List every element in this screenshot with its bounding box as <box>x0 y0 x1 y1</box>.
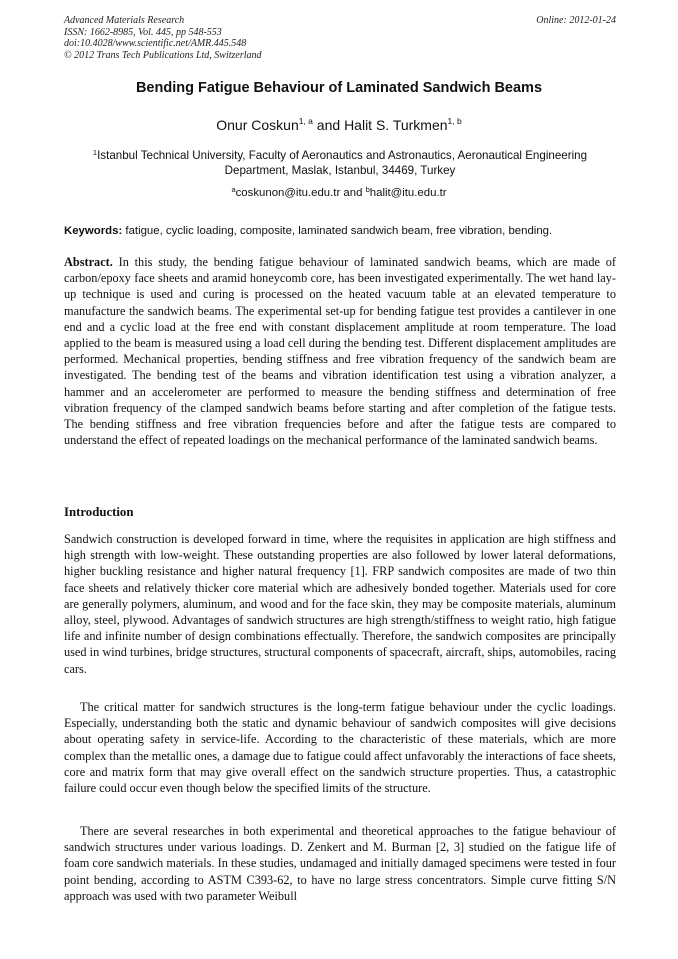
journal-name: Advanced Materials Research <box>64 15 185 26</box>
author-line <box>0 116 678 133</box>
body-paragraph: Sandwich construction is developed forward in time, where the requisites in application are high stiffness and high strength with low-weight. These outstanding properties are also followed by lower lateral deformations, higher buckling resistance and higher natural frequency [1]. FRP sandwich composites are made of two thin face sheets and relatively thicker core material which are adhesively bonded together. Materials used for core are generally polymers, aluminum, and wood and for the face skin, they may be composite materials, aluminum alloy, steel, plywood. Advantages of sandwich structures are high strength/stiffness to weight ratio, high fatigue life and infinite number of design combinations effectually. Therefore, the sandwich composites are principally used in wind turbines, bridge structures, structural components of spacecraft, aircraft, ships, automobiles, racing cars. <box>64 532 616 676</box>
abstract <box>64 254 616 448</box>
email-superscript: b <box>365 185 370 194</box>
author-name: Halit S. Turkmen <box>344 117 448 133</box>
email-link[interactable]: halit@itu.edu.tr <box>369 187 447 199</box>
affiliation-text: Istanbul Technical University, Faculty of Aeronautics and Astronautics, Aeronautical Engineering Department, Maslak, Istanbul, 34469, Turkey <box>97 149 588 177</box>
body-paragraph: The critical matter for sandwich structures is the long-term fatigue behaviour under the cyclic loadings. Especially, understanding both the static and dynamic behaviour of sandwich composites will give decisions about operating safety in service-life. According to the characteristic of these materials, which are more complex than the metallic ones, a damage due to fatigue could affect unfavorably the interactions of face sheets, core and matrix form that may give overall effect on the sandwich structure properties. Thus, a catastrophic failure could occur even though below the specified limits of the structure. <box>64 700 616 796</box>
doi-line: doi:10.4028/www.scientific.net/AMR.445.548 <box>64 38 247 49</box>
keywords-label: Keywords: <box>64 225 123 237</box>
section-heading: Introduction <box>64 505 134 519</box>
author-conjunction: and <box>312 117 345 133</box>
email-conjunction: and <box>340 187 366 199</box>
abstract-text: In this study, the bending fatigue behaviour of laminated sandwich beams, which are made of carbon/epoxy face sheets and aramid honeycomb core, has been investigated experimentally. The wet hand lay-up technique is used and curing is processed on the heated vacuum table at an elevated temperature to manufacture the sandwich beams. The experimental set-up for bending fatigue test provides a cantilever in one end and a cyclic load at the free end with constant displacement amplitude at room temperature. The load applied to the beam is measured using a load cell during the bending test. Different displacement amplitudes are performed. Mechanical properties, bending stiffness and free vibration frequency of the sandwich beam are investigated. The bending test of the beams and vibration identification test using a vibration analyzer, a hammer and an accelerometer are performed to measure the bending stiffness and determination of free vibration frequency of the clamped sandwich beams before starting and after completion of the fatigue tests. The bending stiffness and free vibration frequencies before and after the fatigue tests are compared to understand the effect of repeated loadings on the mechanical performance of the laminated sandwich beams. <box>64 255 616 448</box>
abstract-label: Abstract. <box>64 255 113 269</box>
author-superscript: 1, a <box>298 116 313 126</box>
author-name: Onur Coskun <box>216 117 299 133</box>
body-paragraph: There are several researches in both experimental and theoretical approaches to the fatigue behaviour of sandwich structures under various loadings. D. Zenkert and M. Burman [2, 3] studied on the fatigue life of foam core sandwich materials. In these studies, undamaged and initially damaged specimens were tested in four point bending, according to ASTM C393-62, to have no large stress concentrators. Simple curve fitting S/N approach was used with two parameter Weibull <box>64 824 616 903</box>
affiliation-superscript: 1 <box>92 148 98 157</box>
paper-title: Bending Fatigue Behaviour of Laminated Sandwich Beams <box>135 80 543 96</box>
copyright-line: © 2012 Trans Tech Publications Ltd, Switzerland <box>64 49 262 61</box>
keywords-text: fatigue, cyclic loading, composite, laminated sandwich beam, free vibration, bending. <box>122 225 553 237</box>
keywords <box>64 225 616 237</box>
online-date: Online: 2012-01-24 <box>536 15 616 26</box>
issn-line: ISSN: 1662-8985, Vol. 445, pp 548-553 <box>64 26 222 38</box>
email-line <box>0 185 678 199</box>
author-superscript: 1, b <box>447 116 462 126</box>
email-superscript: a <box>231 185 236 194</box>
email-link[interactable]: coskunon@itu.edu.tr <box>235 187 341 199</box>
journal-header <box>64 15 616 61</box>
affiliation <box>64 145 616 178</box>
